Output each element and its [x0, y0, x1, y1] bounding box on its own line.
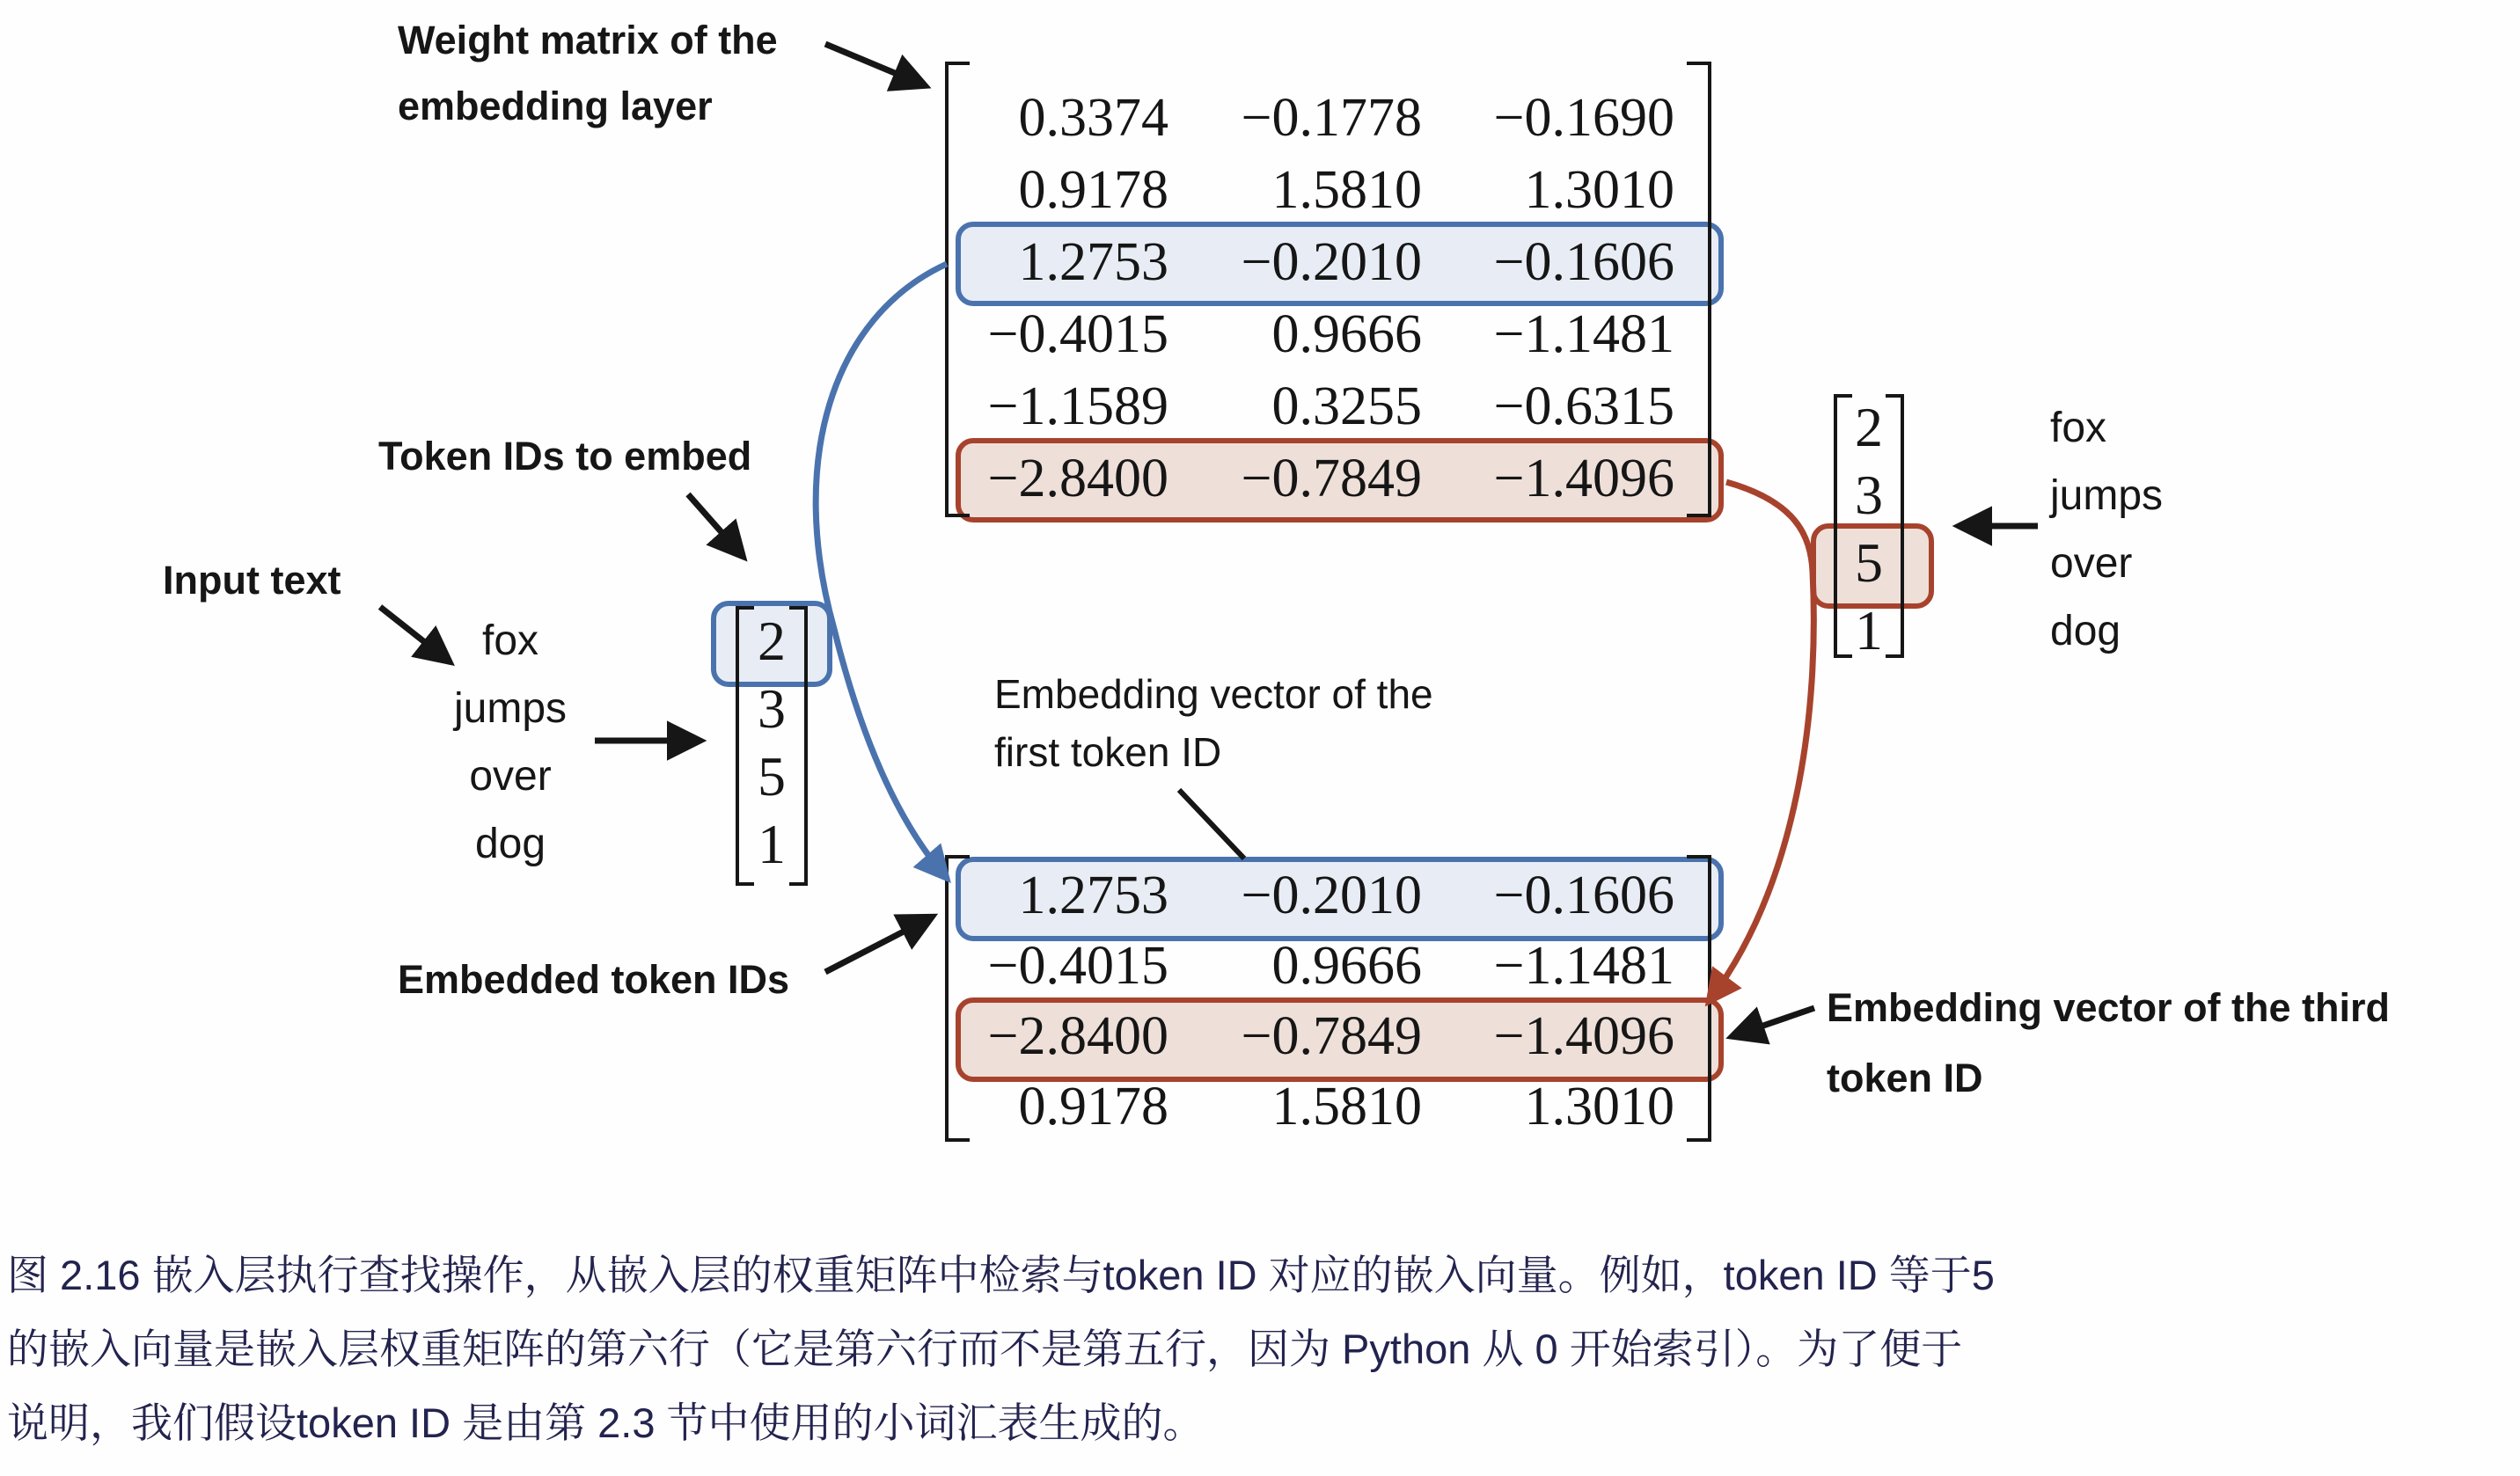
matrix-row	[968, 373, 1689, 440]
matrix-cell: 0.3255	[1271, 376, 1422, 436]
matrix-cell: 0.9666	[1271, 303, 1422, 364]
embedding-vector-third-line1: Embedding vector of the third	[1827, 985, 2391, 1030]
caption-line-3: 说明，我们假设token ID 是由第 2.3 节中使用的小词汇表生成的。	[7, 1399, 1205, 1446]
weight-matrix-arrow	[825, 44, 922, 84]
word-item: dog	[2050, 608, 2121, 654]
word-item: jumps	[2050, 472, 2164, 519]
embedded-token-ids-label: Embedded token IDs	[398, 957, 790, 1002]
embedded-token-ids-arrow	[825, 918, 929, 972]
matrix-cell: −0.4015	[987, 935, 1168, 996]
matrix-cell: −0.1606	[1493, 865, 1674, 925]
matrix-row	[968, 157, 1689, 223]
right-words-list	[2050, 394, 2279, 665]
vector-cell: 3	[758, 677, 786, 740]
matrix-cell: −0.1690	[1493, 87, 1674, 148]
matrix-row	[968, 445, 1689, 512]
matrix-cell: 0.9178	[1018, 159, 1168, 220]
word-item: over	[469, 753, 552, 800]
matrix-cell: −0.1778	[1241, 87, 1422, 148]
token-ids-arrow	[688, 494, 741, 554]
matrix-row	[968, 229, 1689, 296]
embedding-vector-first-line2: first token ID	[994, 729, 1222, 775]
vector-cell: 3	[1855, 464, 1883, 526]
matrix-row	[968, 864, 1689, 927]
input-text-label: Input text	[163, 558, 341, 603]
matrix-cell: −0.4015	[987, 303, 1168, 364]
weight-matrix-label	[398, 7, 778, 139]
matrix-cell: −1.4096	[1493, 1005, 1674, 1066]
matrix-row	[968, 301, 1689, 368]
matrix-row	[968, 84, 1689, 151]
vector-cell: 2	[1855, 396, 1883, 458]
token-ids-label: Token IDs to embed	[378, 434, 752, 479]
matrix-cell: −0.6315	[1493, 376, 1674, 436]
matrix-row	[968, 1005, 1689, 1068]
matrix-cell: 1.2753	[1018, 865, 1168, 925]
figure-caption	[7, 1239, 2515, 1460]
embedding-vector-first-label	[994, 665, 1433, 781]
weight-matrix-bracket-left	[945, 62, 970, 517]
weight-matrix-label-line1: Weight matrix of the	[398, 18, 778, 62]
vector-cell: 2	[758, 610, 786, 672]
embedding-vector-first-line1: Embedding vector of the	[994, 671, 1433, 717]
matrix-cell: 1.5810	[1271, 159, 1422, 220]
word-item: fox	[481, 617, 539, 664]
matrix-row	[968, 1075, 1689, 1138]
matrix-cell: 0.3374	[1018, 87, 1168, 148]
vector-cell: 5	[1855, 531, 1883, 594]
matrix-row	[968, 934, 1689, 997]
vector-cell: 1	[1855, 599, 1883, 661]
left-token-vector	[736, 606, 808, 886]
matrix-cell: −2.8400	[987, 1005, 1168, 1066]
weight-matrix	[945, 62, 1711, 517]
red-lookup-curve	[1711, 482, 1813, 999]
matrix-cell: −0.2010	[1241, 865, 1422, 925]
right-token-vector	[1834, 394, 1904, 661]
embedding-vector-third-label	[1827, 973, 2390, 1114]
embedded-matrix-bracket-left	[945, 855, 970, 1142]
matrix-cell: −2.8400	[987, 448, 1168, 508]
word-item: fox	[2050, 405, 2107, 451]
matrix-cell: −1.1481	[1493, 303, 1674, 364]
third-vector-arrow	[1735, 1008, 1814, 1035]
caption-line-1: 图 2.16 嵌入层执行查找操作，从嵌入层的权重矩阵中检索与token ID 对应的嵌入向量。例如，token ID 等于5	[7, 1252, 1995, 1298]
matrix-cell: −0.7849	[1241, 1005, 1422, 1066]
word-item: jumps	[453, 685, 568, 732]
embedded-matrix	[945, 855, 1711, 1142]
matrix-cell: 1.3010	[1524, 159, 1674, 220]
word-item: dog	[474, 821, 546, 867]
blue-lookup-curve	[816, 264, 947, 876]
matrix-cell: 1.5810	[1271, 1076, 1422, 1136]
vector-cell: 5	[758, 745, 786, 807]
first-vector-pointer-line	[1179, 790, 1244, 859]
matrix-cell: −1.4096	[1493, 448, 1674, 508]
matrix-cell: 1.2753	[1018, 231, 1168, 292]
matrix-cell: 1.3010	[1524, 1076, 1674, 1136]
input-words-list	[400, 607, 620, 878]
matrix-cell: −0.7849	[1241, 448, 1422, 508]
caption-line-2: 的嵌入向量是嵌入层权重矩阵的第六行（它是第六行而不是第五行，因为 Python 从 0 开始索引）。为了便于	[7, 1326, 1963, 1372]
matrix-cell: −1.1589	[987, 376, 1168, 436]
matrix-cell: 0.9666	[1271, 935, 1422, 996]
matrix-cell: −0.2010	[1241, 231, 1422, 292]
weight-matrix-bracket-right	[1687, 62, 1711, 517]
word-item: over	[2050, 540, 2133, 587]
vector-cell: 1	[758, 813, 786, 875]
matrix-cell: −0.1606	[1493, 231, 1674, 292]
matrix-cell: 0.9178	[1018, 1076, 1168, 1136]
embedding-vector-third-line2: token ID	[1827, 1056, 1983, 1100]
weight-matrix-label-line2: embedding layer	[398, 84, 713, 128]
matrix-cell: −1.1481	[1493, 935, 1674, 996]
embedded-matrix-bracket-right	[1687, 855, 1711, 1142]
